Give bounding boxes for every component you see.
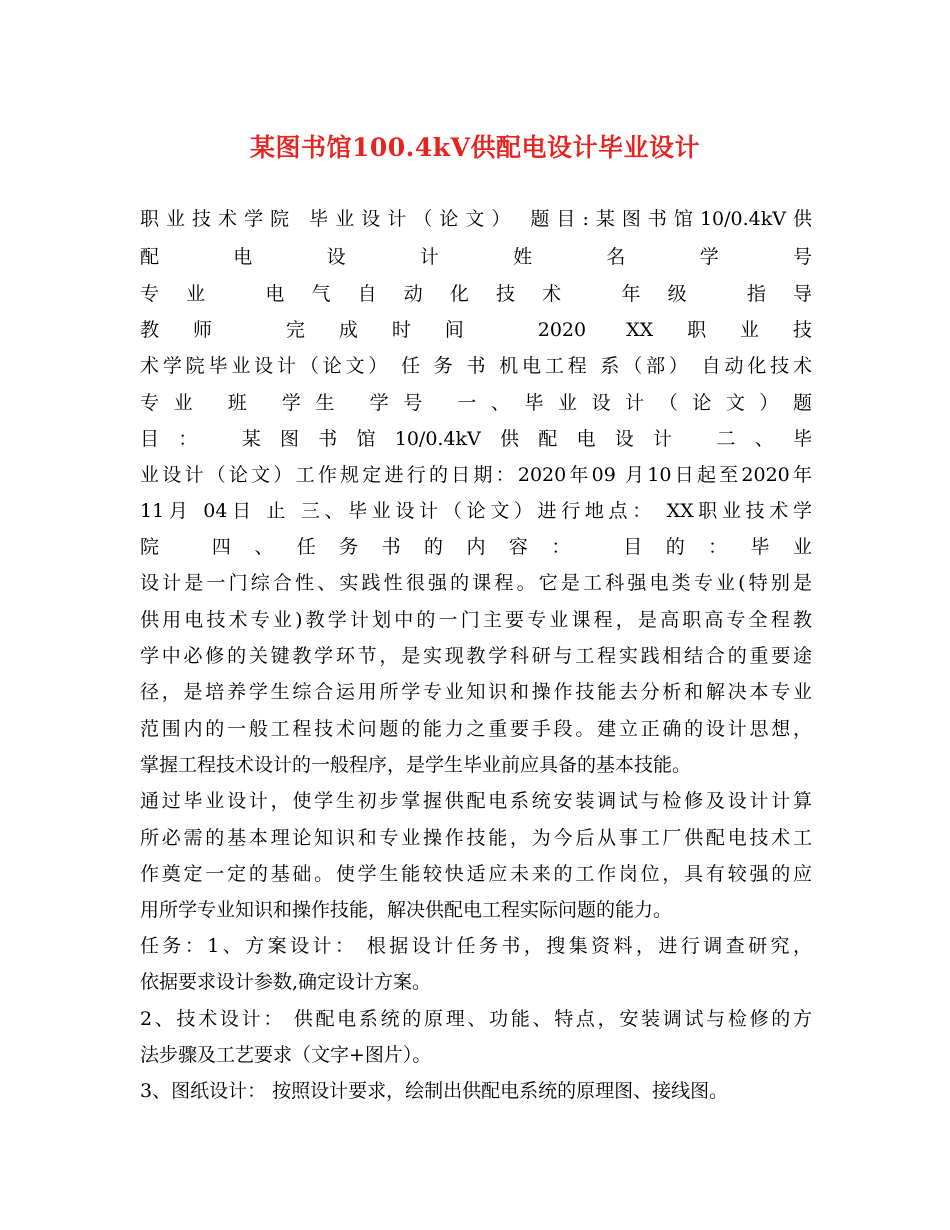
text-line: 术学院毕业设计（论文） 任 务 书 机电工程 系（部） 自动化技术 <box>140 355 812 377</box>
text-line: 院 四、任务书的内容： 目的：毕业 <box>140 536 812 558</box>
text-line: 学中必修的关键教学环节，是实现教学科研与工程实践相结合的重要途 <box>140 645 812 667</box>
text-line: 供用电技术专业)教学计划中的一门主要专业课程，是高职高专全程教 <box>140 609 812 631</box>
text-line: 专业 班 学生 学号 一、毕业设计（论文）题 <box>140 392 812 414</box>
text-line: 所必需的基本理论知识和专业操作技能，为今后从事工厂供配电技术工 <box>140 827 812 849</box>
text-line: 依据要求设计参数,确定设计方案。 <box>140 971 432 993</box>
text-line: 作奠定一定的基础。使学生能较快适应未来的工作岗位，具有较强的应 <box>140 863 812 885</box>
text-line: 用所学专业知识和操作技能，解决供配电工程实际问题的能力。 <box>140 899 673 921</box>
text-line: 范围内的一般工程技术问题的能力之重要手段。建立正确的设计思想， <box>140 718 812 740</box>
text-line: 掌握工程技术设计的一般程序，是学生毕业前应具备的基本技能。 <box>140 754 692 776</box>
text-line: 任务：1、方案设计： 根据设计任务书，搜集资料，进行调查研究， <box>140 935 812 957</box>
text-line: 11月 04日 止 三、毕业设计（论文）进行地点： XX职业技术学 <box>140 500 812 522</box>
text-line: 教师 完成时间 2020 XX职业技 <box>140 319 812 341</box>
text-line: 3、图纸设计： 按照设计要求，绘制出供配电系统的原理图、接线图。 <box>140 1080 729 1102</box>
text-line: 目： 某图书馆10/0.4kV供配电设计 二、毕 <box>140 428 812 450</box>
text-line: 职业技术学院 毕业设计（论文） 题目:某图书馆10/0.4kV供 <box>140 208 812 230</box>
text-line: 通过毕业设计，使学生初步掌握供配电系统安装调试与检修及设计计算 <box>140 790 812 812</box>
text-line: 专业 电气自动化技术 年级 指导 <box>140 283 812 305</box>
text-line: 业设计（论文）工作规定进行的日期：2020年09 月10日起至2020年 <box>140 464 812 486</box>
text-line: 径，是培养学生综合运用所学专业知识和操作技能去分析和解决本专业 <box>140 681 812 703</box>
text-line: 2、技术设计： 供配电系统的原理、功能、特点，安装调试与检修的方 <box>140 1008 812 1030</box>
document-title: 某图书馆100.4kV供配电设计毕业设计 <box>249 133 700 162</box>
text-line: 设计是一门综合性、实践性很强的课程。它是工科强电类专业(特别是 <box>140 572 812 594</box>
text-line: 配 电 设 计 姓 名 学 号 <box>140 246 812 268</box>
text-line: 法步骤及工艺要求（文字+图片）。 <box>140 1044 432 1066</box>
